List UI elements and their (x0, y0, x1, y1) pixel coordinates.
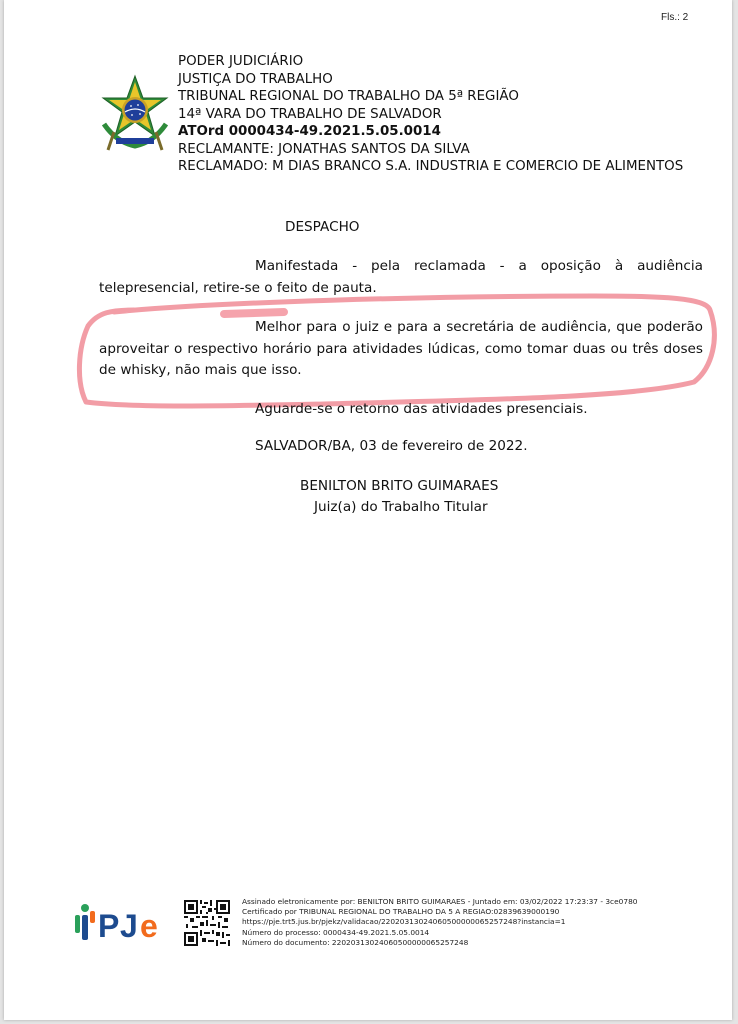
paragraph-1: Manifestada - pela reclamada - a oposição à audiência telepresencial, retire-se o feito de pauta. (99, 258, 703, 296)
svg-text:e: e (140, 908, 158, 944)
coat-of-arms-icon (96, 72, 174, 152)
signer-role: Juiz(a) do Trabalho Titular (314, 499, 488, 515)
header-line: TRIBUNAL REGIONAL DO TRABALHO DA 5ª REGIÃO (178, 89, 519, 104)
header-line: PODER JUDICIÁRIO (178, 54, 304, 69)
date-line: SALVADOR/BA, 03 de fevereiro de 2022. (255, 438, 528, 454)
document-title: DESPACHO (285, 219, 360, 235)
pje-logo-icon (72, 898, 180, 948)
footer-line: Certificado por TRIBUNAL REGIONAL DO TRABALHO DA 5 A REGIAO:02839639000190 (242, 907, 560, 917)
svg-text:J: J (120, 908, 138, 944)
defendant: RECLAMADO: M DIAS BRANCO S.A. INDUSTRIA E COMERCIO DE ALIMENTOS (178, 159, 684, 174)
paragraph-2: Melhor para o juiz e para a secretária de audiência, que poderão aproveitar o respectivo horário para atividades lúdicas, como tomar duas ou três doses de whisky, não mais que isso. (99, 319, 703, 378)
validation-link: https://pje.trt5.jus.br/pjekz/validacao/22020313024060500000065257248?instancia=1 (242, 917, 566, 927)
footer-line: Número do processo: 0000434-49.2021.5.05.0014 (242, 927, 430, 937)
header-line: 14ª VARA DO TRABALHO DE SALVADOR (178, 106, 442, 122)
qr-code-icon (184, 900, 230, 946)
footer-line: Assinado eletronicamente por: BENILTON BRITO GUIMARAES - Juntado em: 03/02/2022 17:23:37 - 3ce0780 (242, 897, 638, 906)
svg-text:P: P (98, 908, 120, 944)
claimant: RECLAMANTE: JONATHAS SANTOS DA SILVA (178, 141, 470, 157)
electronic-signature-info (242, 897, 637, 948)
footer-line: Número do documento: 22020313024060500000065257248 (242, 937, 469, 947)
case-number: ATOrd 0000434-49.2021.5.05.0014 (178, 124, 441, 139)
paragraph-3: Aguarde-se o retorno das atividades presenciais. (255, 401, 588, 417)
signer-name: BENILTON BRITO GUIMARAES (300, 478, 499, 494)
header-line: JUSTIÇA DO TRABALHO (178, 71, 333, 87)
document-page (4, 0, 732, 1020)
page-number: Fls.: 2 (661, 12, 689, 23)
court-header (178, 53, 683, 176)
